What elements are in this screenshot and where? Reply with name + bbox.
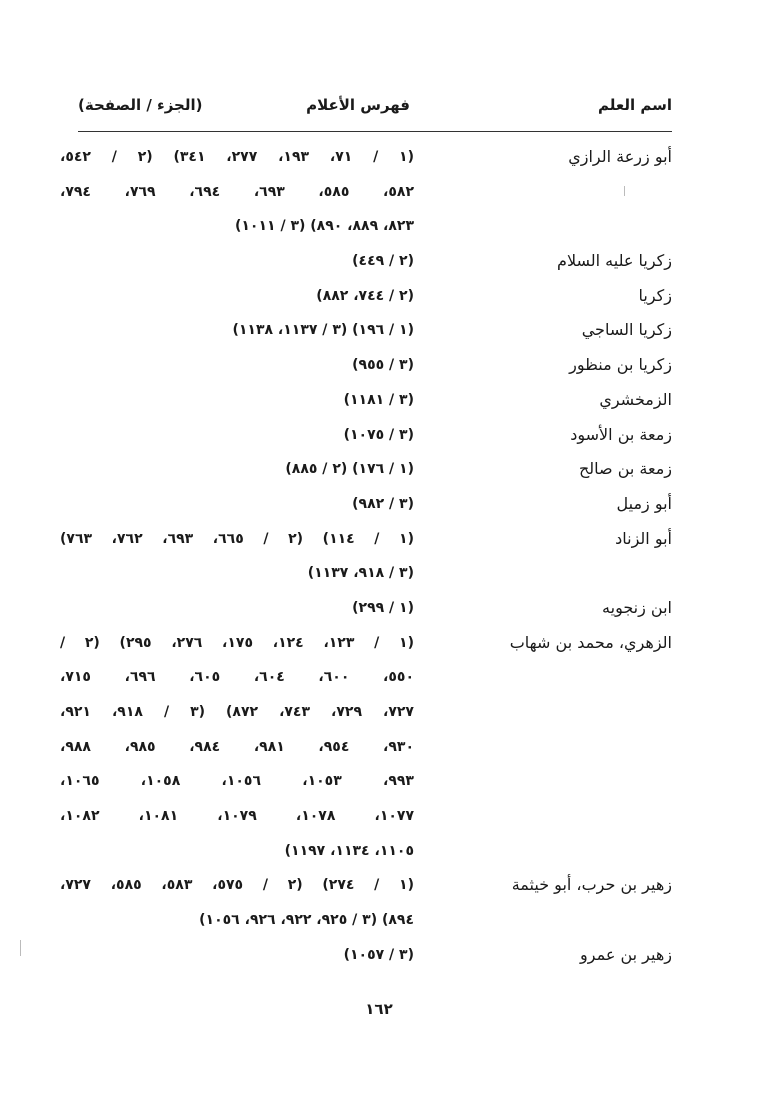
entry-name: أبو زميل [616,493,672,513]
index-line [60,556,672,591]
entry-references: ٩٣٠، ٩٥٤، ٩٨١، ٩٨٤، ٩٨٥، ٩٨٨، [60,738,415,755]
entry-references: (٣ / ٩٨٢) [352,495,414,512]
entry-references: (١ / ٢٩٩) [352,599,414,616]
entry-name: الزمخشري [599,389,672,409]
index-line [60,313,672,348]
entry-name: زمعة بن صالح [578,459,672,479]
entry-references: (١ / ٧١، ١٩٣، ٢٧٧، ٣٤١) (٢ / ٥٤٢، [60,149,414,165]
entry-references: (٢ / ٤٤٩) [352,253,414,270]
entry-references: (١ / ١٩٦) (٣ / ١١٣٧، ١١٣٨) [232,322,414,339]
entry-name: زمعة بن الأسود [570,424,672,444]
index-line [60,938,672,973]
entry-references: ١١٠٥، ١١٣٤، ١١٩٧) [284,842,414,859]
index-line [60,730,672,765]
index-line [60,868,672,903]
index-line [60,834,672,869]
scan-speck [624,186,625,196]
entry-references: ١٠٧٧، ١٠٧٨، ١٠٧٩، ١٠٨١، ١٠٨٢، [60,808,415,825]
page-number: ١٦٢ [365,1000,393,1018]
index-line [60,452,672,487]
name-column-heading: اسم العلم [597,96,672,114]
index-entries [60,140,672,973]
entry-name: زهير بن حرب، أبو خيثمة [511,875,672,895]
entry-name: الزهري، محمد بن شهاب [509,632,672,652]
entry-references: ٨٢٣، ٨٨٩، ٨٩٠) (٣ / ١٠١١) [234,218,414,235]
entry-references: (٣ / ٩١٨، ١١٣٧) [307,565,414,582]
index-line [60,418,672,453]
entry-references: (٣ / ١١٨١) [343,391,414,408]
index-line [60,487,672,522]
entry-name: أبو زرعة الرازي [568,147,672,166]
index-line [60,348,672,383]
index-line [60,660,672,695]
entry-name: زكريا الساجي [581,320,672,340]
index-line [60,695,672,730]
entry-references: ٧٢٧، ٧٢٩، ٧٤٣، ٨٧٢) (٣ / ٩١٨، ٩٢١، [60,704,414,720]
entry-name: زهير بن عمرو [580,944,672,964]
entry-references: (٢ / ٧٤٤، ٨٨٢) [316,287,414,304]
entry-references: (١ / ١٧٦) (٢ / ٨٨٥) [285,461,414,478]
scan-speck [20,940,21,956]
index-line [60,764,672,799]
index-line [60,209,672,244]
entry-name: أبو الزناد [615,528,672,548]
index-line [60,799,672,834]
running-header [78,96,672,124]
entry-name: زكريا بن منظور [569,355,672,375]
entry-references: (٣ / ١٠٥٧) [343,946,414,963]
entry-references: (١ / ١١٤) (٢ / ٦٦٥، ٦٩٣، ٧٦٢، ٧٦٣) [60,530,414,547]
entry-name: زكريا عليه السلام [557,251,672,271]
entry-references: (١ / ١٢٣، ١٢٤، ١٧٥، ٢٧٦، ٢٩٥) (٢ / [60,634,414,651]
entry-references: (١ / ٢٧٤) (٢ / ٥٧٥، ٥٨٣، ٥٨٥، ٧٢٧، [60,877,414,894]
entry-references: (٣ / ١٠٧٥) [343,426,414,443]
index-line [60,383,672,418]
index-line [60,522,672,557]
entry-references: (٣ / ٩٥٥) [352,357,414,374]
reference-column-heading: (الجزء / الصفحة) [78,96,203,114]
index-line [60,626,672,661]
entry-name: زكريا [638,285,672,305]
entry-references: ٥٥٠، ٦٠٠، ٦٠٤، ٦٠٥، ٦٩٦، ٧١٥، [60,669,415,686]
page-title: فهرس الأعلام [306,96,410,114]
index-line [60,175,672,210]
entry-references: ٨٩٤) (٣ / ٩٢٥، ٩٢٢، ٩٢٦، ١٠٥٦) [199,912,414,929]
header-divider [78,131,672,132]
index-line [60,244,672,279]
index-line [60,591,672,626]
entry-references: ٩٩٣، ١٠٥٣، ١٠٥٦، ١٠٥٨، ١٠٦٥، [60,773,414,790]
entry-references: ٥٨٢، ٥٨٥، ٦٩٣، ٦٩٤، ٧٦٩، ٧٩٤، [60,183,415,200]
index-line [60,140,672,175]
index-line [60,279,672,314]
entry-name: ابن زنجويه [602,597,672,617]
index-line [60,903,672,938]
